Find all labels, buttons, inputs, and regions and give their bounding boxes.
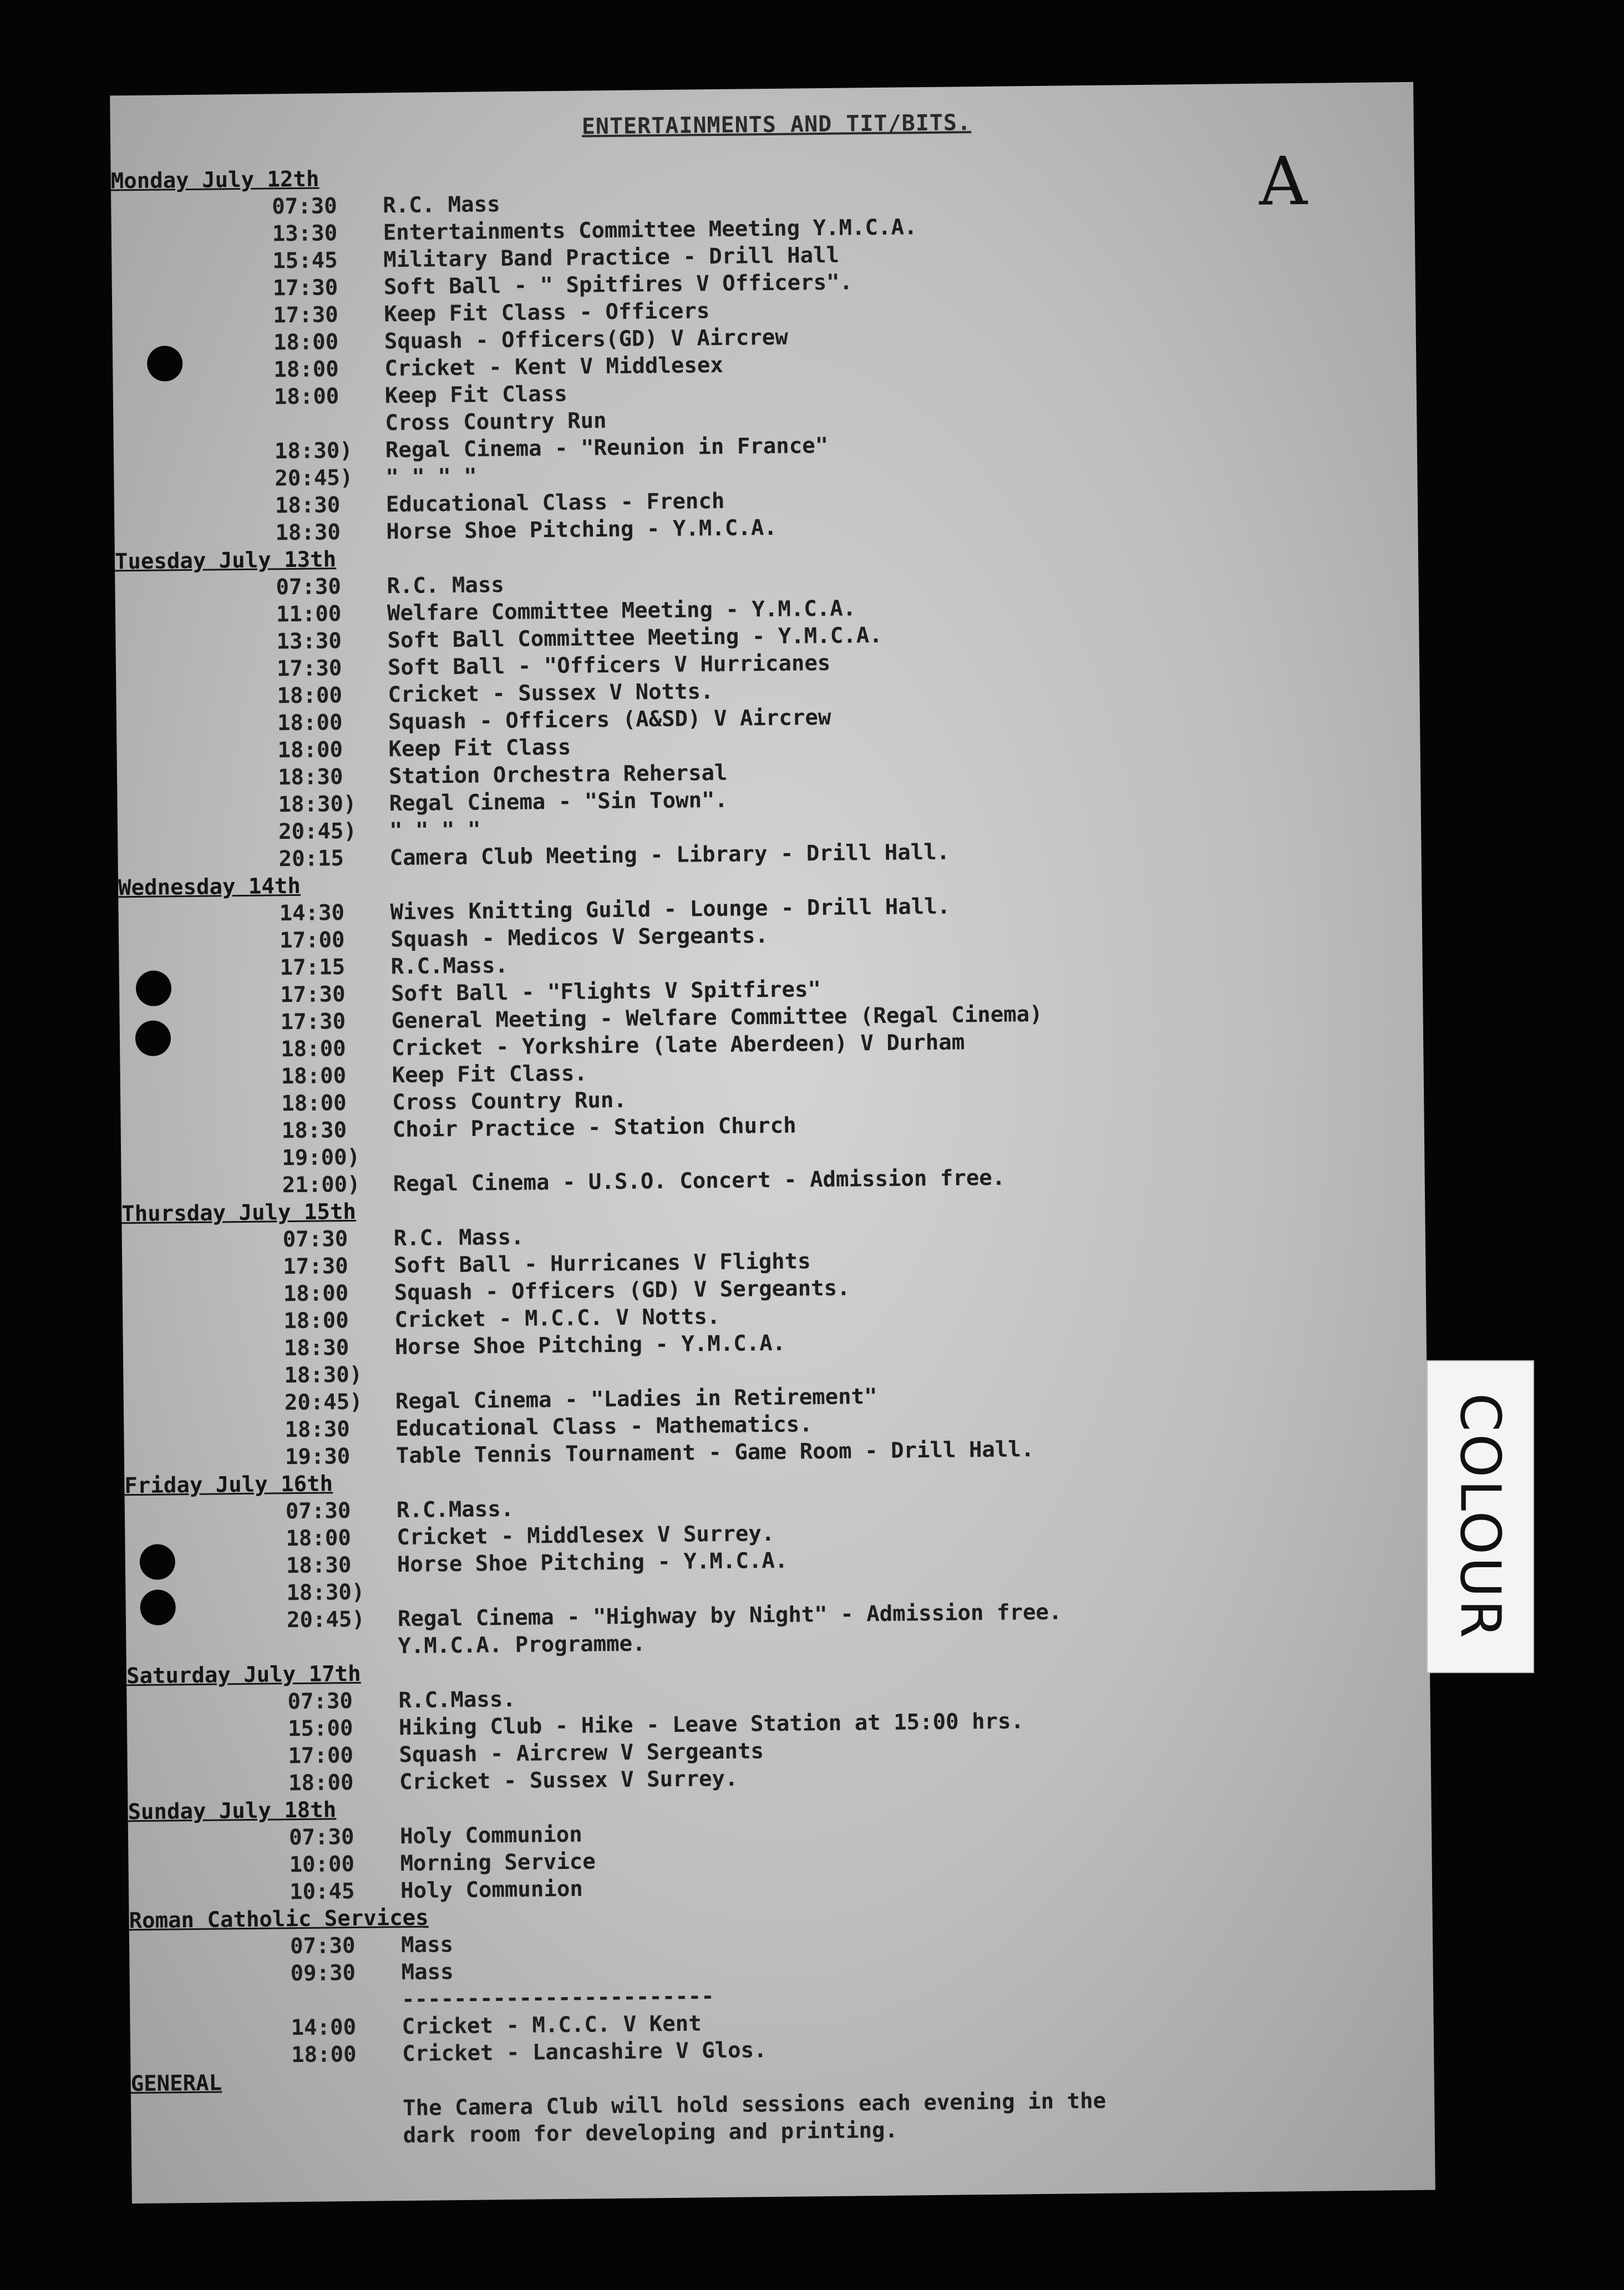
entry-time: 17:30	[273, 302, 338, 328]
entry-text: Regal Cinema - "Ladies in Retirement"	[395, 1384, 877, 1415]
entry-time: 17:15	[280, 955, 346, 981]
entry-text: R.C.Mass.	[396, 1496, 514, 1523]
entry-text: Keep Fit Class - Officers	[384, 298, 710, 327]
schedule	[111, 153, 1435, 2151]
punch-hole	[135, 1020, 171, 1056]
entry-text: R.C. Mass	[383, 192, 500, 219]
entry-text: Regal Cinema - "Sin Town".	[389, 787, 728, 817]
entry-time: 18:30)	[274, 438, 353, 464]
entry-time: 10:00	[289, 1851, 355, 1878]
entry-time: 18:00	[277, 683, 343, 709]
entry-text: Soft Ball - " Spitfires V Officers".	[383, 270, 853, 300]
day-label: Saturday July 17th	[126, 1661, 361, 1689]
entry-time: 09:30	[290, 1960, 356, 1987]
entry-time: 07:30	[276, 574, 342, 600]
entry-text: Educational Class - French	[385, 488, 725, 518]
day-label: Wednesday 14th	[118, 873, 301, 901]
entry-text: Cricket - Lancashire V Glos.	[402, 2038, 767, 2067]
entry-text: Cricket - Yorkshire (late Aberdeen) V Durham	[391, 1030, 965, 1061]
entry-text: Soft Ball - "Officers V Hurricanes	[387, 650, 831, 681]
entry-text: Cricket - Middlesex V Surrey.	[397, 1521, 775, 1551]
entry-text: Squash - Officers (A&SD) V Aircrew	[388, 705, 831, 735]
entry-time: 13:30	[276, 629, 342, 655]
entry-text: Mass	[400, 1932, 454, 1958]
entry-time: 18:30)	[286, 1579, 365, 1606]
entry-time: 18:30	[281, 1118, 347, 1144]
entry-time: 18:00	[281, 1063, 347, 1090]
entry-time: 15:00	[287, 1715, 353, 1742]
entry-text: Cricket - Sussex V Surrey.	[399, 1766, 738, 1795]
entry-time: 18:30	[277, 764, 343, 791]
entry-text: Keep Fit Class	[384, 381, 567, 409]
entry-text: Military Band Practice - Drill Hall	[383, 242, 840, 273]
entry-text: Choir Practice - Station Church	[392, 1113, 796, 1143]
entry-time: 07:30	[287, 1688, 353, 1715]
entry-text: Holy Communion	[399, 1822, 583, 1850]
entry-time: 18:00	[286, 1526, 352, 1552]
entry-text: Squash - Medicos V Sergeants.	[390, 923, 769, 953]
entry-text: R.C.Mass.	[390, 953, 509, 980]
entry-text: dark room for developing and printing.	[403, 2117, 899, 2149]
day-label: Tuesday July 13th	[114, 547, 337, 575]
entry-text: " " " "	[385, 464, 478, 490]
day-label: Sunday July 18th	[128, 1797, 337, 1825]
document-title: ENTERTAINMENTS AND TIT/BITS.	[581, 110, 972, 140]
entry-time: 17:30	[272, 275, 338, 301]
entry-text: Horse Shoe Pitching - Y.M.C.A.	[397, 1548, 788, 1578]
entry-time: 17:30	[283, 1254, 348, 1280]
entry-time: 18:00	[277, 737, 343, 763]
entry-time: 18:30	[285, 1417, 351, 1443]
entry-text: GENERAL	[130, 2070, 222, 2097]
entry-time: 20:45)	[286, 1607, 366, 1633]
entry-text: R.C. Mass.	[393, 1224, 524, 1252]
entry-time: 17:30	[280, 1009, 346, 1035]
entry-text: Camera Club Meeting - Library - Drill Hall.	[389, 839, 950, 871]
entry-text: Squash - Aircrew V Sergeants	[399, 1739, 764, 1768]
entry-text: Regal Cinema - "Highway by Night" - Admission free.	[397, 1599, 1062, 1632]
entry-text: Cricket - M.C.C. V Kent	[402, 2011, 702, 2040]
day-label: Friday July 16th	[124, 1471, 333, 1499]
entry-time: 18:00	[277, 710, 343, 736]
entry-time: 18:00	[283, 1308, 349, 1334]
day-label: Thursday July 15th	[121, 1199, 357, 1227]
entry-text: Wives Knitting Guild - Lounge - Drill Hall.	[390, 894, 951, 925]
entry-time: 17:00	[279, 928, 345, 954]
entry-text: Educational Class - Mathematics.	[395, 1412, 813, 1442]
entry-time: 18:00	[281, 1091, 347, 1117]
entry-text: Table Tennis Tournament - Game Room - Drill Hall.	[395, 1437, 1034, 1469]
entry-text: ------------------------	[401, 1984, 714, 2013]
punch-hole	[147, 346, 183, 382]
entry-text: Holy Communion	[400, 1876, 583, 1904]
entry-text: General Meeting - Welfare Committee (Regal Cinema)	[391, 1001, 1043, 1034]
document-page	[110, 82, 1435, 2203]
entry-time: 18:30	[286, 1552, 352, 1579]
entry-time: 20:45)	[284, 1389, 363, 1416]
entry-time: 20:15	[278, 846, 344, 872]
entry-text: Squash - Officers(GD) V Aircrew	[384, 325, 788, 354]
entry-time: 17:30	[276, 656, 342, 682]
entry-text: Morning Service	[400, 1849, 596, 1877]
entry-text: Squash - Officers (GD) V Sergeants.	[394, 1275, 850, 1306]
entry-time: 07:30	[272, 194, 337, 220]
entry-text: R.C.Mass.	[398, 1686, 516, 1714]
entry-text: Cricket - Sussex V Notts.	[388, 679, 714, 708]
entry-text: Hiking Club - Hike - Leave Station at 15:00 hrs.	[398, 1709, 1024, 1741]
entry-text: Y.M.C.A. Programme.	[398, 1631, 646, 1659]
entry-text: The Camera Club will hold sessions each evening in the	[402, 2088, 1107, 2121]
entry-time: 14:00	[291, 2014, 357, 2041]
entry-time: 11:00	[276, 601, 342, 627]
entry-time: 20:45)	[275, 465, 353, 492]
entry-text: R.C. Mass	[387, 572, 505, 599]
entry-time: 18:00	[273, 330, 339, 356]
entry-time: 18:30	[283, 1335, 349, 1361]
entry-time: 18:00	[280, 1036, 346, 1062]
entry-time: 18:00	[273, 384, 339, 410]
entry-time: 21:00)	[282, 1172, 361, 1198]
entry-time: 18:30)	[278, 791, 357, 818]
entry-text: Regal Cinema - "Reunion in France"	[385, 433, 829, 463]
entry-text: Cross Country Run	[385, 408, 607, 436]
entry-time: 18:00	[288, 1770, 354, 1796]
entry-time: 10:45	[289, 1878, 355, 1905]
entry-text: " " " "	[389, 817, 481, 844]
entry-time: 18:30)	[284, 1362, 363, 1389]
entry-text: Roman Catholic Services	[129, 1905, 429, 1934]
entry-text: Cross Country Run.	[392, 1087, 627, 1116]
entry-time: 18:30	[275, 520, 341, 546]
entry-text: Regal Cinema - U.S.O. Concert - Admission free.	[393, 1165, 1006, 1197]
entry-time: 14:30	[279, 900, 345, 926]
entry-text: Horse Shoe Pitching - Y.M.C.A.	[386, 515, 778, 545]
entry-time: 18:30	[275, 493, 341, 519]
entry-text: Station Orchestra Rehersal	[388, 760, 728, 789]
entry-time: 18:00	[291, 2041, 357, 2068]
entry-text: Keep Fit Class	[388, 734, 571, 762]
entry-text: Entertainments Committee Meeting Y.M.C.A.	[383, 215, 917, 246]
entry-time: 18:00	[273, 357, 339, 383]
entry-text: Cricket - Kent V Middlesex	[384, 352, 724, 382]
entry-time: 20:45)	[278, 818, 357, 845]
punch-hole	[136, 970, 172, 1006]
entry-text: Soft Ball - "Flights V Spitfires"	[390, 977, 821, 1007]
punch-hole	[140, 1544, 176, 1580]
colour-stamp-label	[1427, 1360, 1534, 1673]
entry-time: 19:00)	[282, 1144, 361, 1171]
entry-time: 07:30	[288, 1824, 354, 1851]
entry-text: Cricket - M.C.C. V Notts.	[394, 1304, 720, 1333]
day-label: Monday July 12th	[110, 166, 319, 194]
entry-time: 13:30	[272, 221, 338, 247]
colour-stamp-text: COLOUR	[1448, 1392, 1513, 1641]
entry-time: 18:00	[283, 1281, 349, 1307]
entry-time: 07:30	[285, 1498, 351, 1524]
entry-text: Soft Ball - Hurricanes V Flights	[394, 1249, 811, 1279]
corner-mark: A	[1258, 143, 1308, 221]
entry-text: Mass	[401, 1959, 454, 1985]
entry-time: 07:30	[290, 1933, 356, 1959]
entry-time: 15:45	[272, 248, 338, 274]
entry-text: Soft Ball Committee Meeting - Y.M.C.A.	[387, 622, 882, 653]
entry-time: 07:30	[282, 1227, 348, 1253]
entry-text: Welfare Committee Meeting - Y.M.C.A.	[387, 596, 856, 626]
entry-text: Keep Fit Class.	[392, 1061, 588, 1088]
entry-text: Horse Shoe Pitching - Y.M.C.A.	[394, 1330, 786, 1360]
entry-time: 17:30	[280, 982, 346, 1008]
entry-time: 19:30	[285, 1444, 351, 1470]
punch-hole	[140, 1589, 176, 1625]
entry-time: 17:00	[288, 1742, 354, 1769]
